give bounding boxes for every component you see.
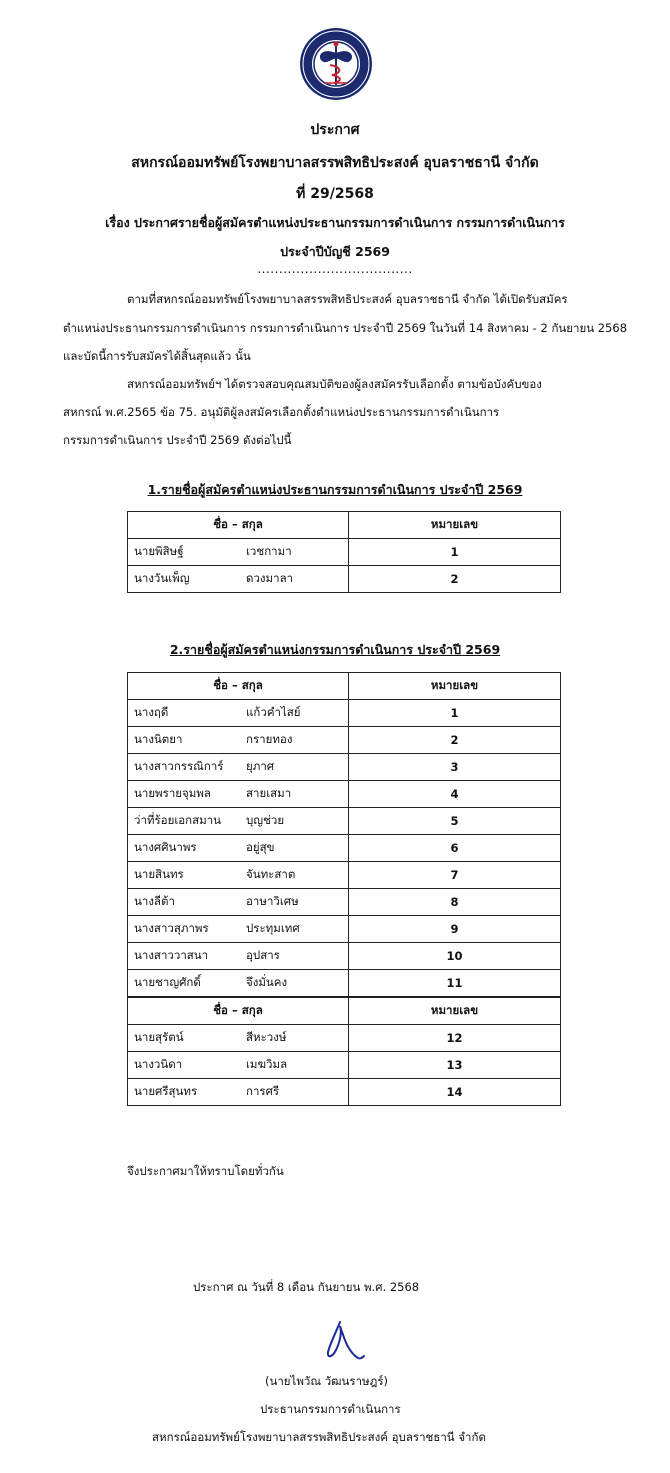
- table-row: [128, 808, 561, 835]
- table-row: [128, 970, 561, 997]
- first-name: นางวันเพ็ญ: [134, 571, 190, 585]
- section-1-title: 1.รายชื่อผู้สมัครตำแหน่งประธานกรรมการดำเนินการ ประจำปี 2569: [147, 482, 523, 497]
- candidate-name: [128, 889, 349, 916]
- candidate-number: 3: [349, 754, 561, 781]
- table-row: [128, 835, 561, 862]
- last-name: สีหะวงษ์: [246, 1030, 287, 1044]
- candidate-number: 8: [349, 889, 561, 916]
- first-name: นายสุรัตน์: [134, 1030, 184, 1044]
- table-row: [128, 1025, 561, 1052]
- candidate-name: [128, 916, 349, 943]
- committee-candidates-table: [127, 672, 561, 997]
- col-number-header: หมายเลข: [349, 512, 561, 539]
- candidate-name: [128, 727, 349, 754]
- last-name: เวชกามา: [246, 544, 292, 558]
- last-name: อุปสาร: [246, 948, 280, 962]
- first-name: นายศรีสุนทร: [134, 1084, 198, 1098]
- candidate-name: [128, 1025, 349, 1052]
- first-name: นางวนิดา: [134, 1057, 183, 1071]
- last-name: ประทุมเทศ: [246, 921, 300, 935]
- candidate-name: [128, 808, 349, 835]
- candidate-number: 7: [349, 862, 561, 889]
- first-name: นายพิสิษฐ์: [134, 544, 184, 558]
- table-row: [128, 754, 561, 781]
- table-row: [128, 781, 561, 808]
- first-name: นายชาญศักดิ์: [134, 975, 201, 989]
- signer-name: (นายไพวัณ วัฒนราษฎร์): [265, 1374, 388, 1388]
- subject-line-1: เรื่อง ประกาศรายชื่อผู้สมัครตำแหน่งประธานกรรมการดำเนินการ กรรมการดำเนินการ: [105, 215, 565, 230]
- candidate-name: [128, 539, 349, 566]
- table-row: [128, 539, 561, 566]
- candidate-name: [128, 835, 349, 862]
- first-name: นางฤดี: [134, 705, 169, 719]
- table-row: [128, 916, 561, 943]
- last-name: ยุภาศ: [246, 759, 275, 773]
- first-name: นางศศินาพร: [134, 840, 197, 854]
- signer-position: ประธานกรรมการดำเนินการ: [260, 1402, 401, 1416]
- doc-type: ประกาศ: [310, 122, 360, 138]
- first-name: นางสาววาสนา: [134, 948, 209, 962]
- committee-candidates-table-continued: [127, 997, 561, 1106]
- paragraph-2-line-3: กรรมการดำเนินการ ประจำปี 2569 ดังต่อไปนี้: [63, 433, 292, 447]
- signer-organization: สหกรณ์ออมทรัพย์โรงพยาบาลสรรพสิทธิประสงค์ อุบลราชธานี จำกัด: [152, 1430, 486, 1444]
- col-number-header: หมายเลข: [349, 998, 561, 1025]
- section-2-title: 2.รายชื่อผู้สมัครตำแหน่งกรรมการดำเนินการ ประจำปี 2569: [169, 642, 501, 657]
- paragraph-2-line-1: สหกรณ์ออมทรัพย์ฯ ได้ตรวจสอบคุณสมบัติของผู้ลงสมัครรับเลือกตั้ง ตามข้อบังคับของ: [127, 377, 542, 391]
- paragraph-1-line-3: และบัดนี้การรับสมัครได้สิ้นสุดแล้ว นั้น: [63, 349, 251, 363]
- paragraph-2-line-2: สหกรณ์ พ.ศ.2565 ข้อ 75. อนุมัติผู้ลงสมัครเลือกตั้งตำแหน่งประธานกรรมการดำเนินการ: [63, 405, 500, 419]
- subject-line-2: ประจำปีบัญชี 2569: [280, 244, 390, 259]
- candidate-name: [128, 754, 349, 781]
- table-row: [128, 1052, 561, 1079]
- table-header-row: [128, 512, 561, 539]
- paragraph-1-line-1: ตามที่สหกรณ์ออมทรัพย์โรงพยาบาลสรรพสิทธิประสงค์ อุบลราชธานี จำกัด ได้เปิดรับสมัคร: [127, 292, 568, 306]
- candidate-name: [128, 700, 349, 727]
- doc-number: ที่ 29/2568: [296, 186, 374, 202]
- candidate-number: 13: [349, 1052, 561, 1079]
- signature-image: [318, 1318, 366, 1364]
- first-name: นางลีต้า: [134, 894, 175, 908]
- first-name: นางสาวสุภาพร: [134, 921, 209, 935]
- candidate-number: 10: [349, 943, 561, 970]
- closing-statement: จึงประกาศมาให้ทราบโดยทั่วกัน: [127, 1164, 284, 1178]
- table-row: [128, 1079, 561, 1106]
- table-row: [128, 943, 561, 970]
- first-name: นายพรายจุมพล: [134, 786, 211, 800]
- candidate-number: 5: [349, 808, 561, 835]
- col-number-header: หมายเลข: [349, 673, 561, 700]
- candidate-name: [128, 781, 349, 808]
- table-row: [128, 566, 561, 593]
- candidate-number: 9: [349, 916, 561, 943]
- last-name: จันทะสาต: [246, 867, 296, 881]
- last-name: เมฆวิมล: [246, 1057, 288, 1071]
- cooperative-logo: [299, 27, 373, 101]
- table-row: [128, 862, 561, 889]
- president-candidates-table: [127, 511, 561, 593]
- first-name: นางสาวกรรณิการ์: [134, 759, 224, 773]
- first-name: ว่าที่ร้อยเอกสมาน: [134, 813, 222, 827]
- candidate-number: 2: [349, 727, 561, 754]
- last-name: อยู่สุข: [246, 840, 275, 854]
- candidate-number: 6: [349, 835, 561, 862]
- table-row: [128, 727, 561, 754]
- candidate-name: [128, 1079, 349, 1106]
- last-name: บุญช่วย: [246, 813, 285, 827]
- paragraph-1-line-2: ตำแหน่งประธานกรรมการดำเนินการ กรรมการดำเนินการ ประจำปี 2569 ในวันที่ 14 สิงหาคม - 2 กันยายน 2568: [63, 321, 628, 335]
- candidate-name: [128, 943, 349, 970]
- candidate-number: 4: [349, 781, 561, 808]
- table-header-row: [128, 998, 561, 1025]
- divider: ....................................: [257, 262, 413, 276]
- last-name: กรายทอง: [246, 732, 293, 746]
- candidate-number: 2: [349, 566, 561, 593]
- candidate-name: [128, 970, 349, 997]
- candidate-name: [128, 1052, 349, 1079]
- col-name-header: ชื่อ – สกุล: [128, 673, 349, 700]
- last-name: จึงมั่นคง: [246, 975, 288, 989]
- org-name: สหกรณ์ออมทรัพย์โรงพยาบาลสรรพสิทธิประสงค์ อุบลราชธานี จำกัด: [131, 155, 539, 171]
- candidate-name: [128, 862, 349, 889]
- candidate-number: 1: [349, 539, 561, 566]
- first-name: นายสินทร: [134, 867, 184, 881]
- last-name: แก้วคำไสย์: [246, 705, 301, 719]
- col-name-header: ชื่อ – สกุล: [128, 998, 349, 1025]
- candidate-number: 1: [349, 700, 561, 727]
- first-name: นางนิตยา: [134, 732, 183, 746]
- candidate-name: [128, 566, 349, 593]
- last-name: ดวงมาลา: [246, 571, 294, 585]
- col-name-header: ชื่อ – สกุล: [128, 512, 349, 539]
- last-name: อาษาวิเศษ: [246, 894, 299, 908]
- table-row: [128, 700, 561, 727]
- last-name: สายเสมา: [246, 786, 292, 800]
- table-row: [128, 889, 561, 916]
- last-name: การศรี: [246, 1084, 280, 1098]
- candidate-number: 14: [349, 1079, 561, 1106]
- candidate-number: 12: [349, 1025, 561, 1052]
- announcement-date: ประกาศ ณ วันที่ 8 เดือน กันยายน พ.ศ. 2568: [193, 1280, 420, 1294]
- table-header-row: [128, 673, 561, 700]
- candidate-number: 11: [349, 970, 561, 997]
